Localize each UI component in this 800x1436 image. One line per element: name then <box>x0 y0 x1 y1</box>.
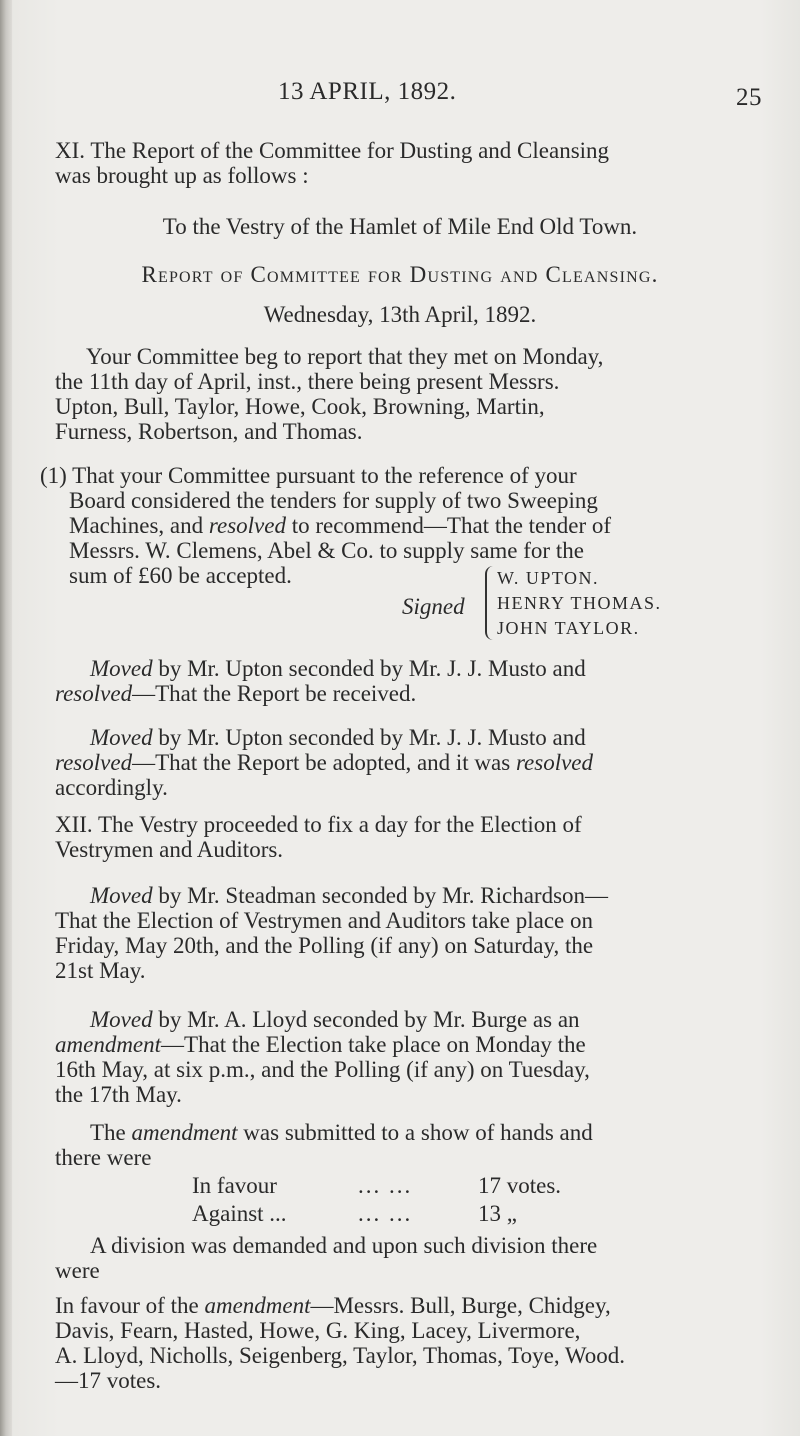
motion3-line3: Friday, May 20th, and the Polling (if any) on Saturday, the <box>55 933 594 958</box>
intro-line3: Upton, Bull, Taylor, Howe, Cook, Browning, Martin, <box>55 394 545 419</box>
motion1-line2: resolved—That the Report be received. <box>55 681 417 706</box>
motion4-line3: 16th May, at six p.m., and the Polling (if any) on Tuesday, <box>55 1057 590 1082</box>
addressee: To the Vestry of the Hamlet of Mile End Old Town. <box>162 214 638 239</box>
vote-favour-label: In favour <box>192 1173 277 1198</box>
show-of-hands-line1: The amendment was submitted to a show of hands and <box>90 1120 593 1145</box>
section-xi-line1: XI. The Report of the Committee for Dusting and Cleansing <box>55 138 610 163</box>
motion4-line2: amendment—That the Election take place on Monday the <box>55 1032 586 1057</box>
in-favour-line4: —17 votes. <box>55 1368 162 1393</box>
item1-line1: (1) That your Committee pursuant to the reference of your <box>40 463 577 488</box>
intro-line4: Furness, Robertson, and Thomas. <box>55 419 363 444</box>
signature-brace <box>485 566 497 640</box>
motion1-line1: Moved by Mr. Upton seconded by Mr. J. J. Musto and <box>90 656 586 681</box>
vote-against-value: 13 „ <box>478 1201 517 1226</box>
item1-line2: Board considered the tenders for supply of two Sweeping <box>69 488 598 513</box>
page-title: 13 APRIL, 1892. <box>278 78 457 105</box>
motion4-line1: Moved by Mr. A. Lloyd seconded by Mr. Burge as an <box>90 1007 580 1032</box>
signatory-name: HENRY THOMAS. <box>497 593 662 613</box>
division-line2: were <box>55 1258 100 1283</box>
motion2-line2: resolved—That the Report be adopted, and it was resolved <box>55 750 594 775</box>
in-favour-line2: Davis, Fearn, Hasted, Howe, G. King, Lacey, Livermore, <box>55 1318 581 1343</box>
in-favour-line3: A. Lloyd, Nicholls, Seigenberg, Taylor, Thomas, Toye, Wood. <box>55 1343 626 1368</box>
motion4-line4: the 17th May. <box>55 1082 182 1107</box>
item1-line3: Machines, and resolved to recommend—That the tender of <box>69 513 612 538</box>
signed-label: Signed <box>402 594 465 619</box>
vote-favour-dots: ... ... <box>358 1173 413 1198</box>
section-xi-line2: was brought up as follows : <box>55 163 309 188</box>
intro-line2: the 11th day of April, inst., there being present Messrs. <box>55 369 560 394</box>
motion3-line2: That the Election of Vestrymen and Auditors take place on <box>55 908 594 933</box>
vote-favour-value: 17 votes. <box>478 1173 562 1198</box>
section-xii-line2: Vestrymen and Auditors. <box>55 837 284 862</box>
vote-against-label: Against ... <box>192 1201 287 1226</box>
motion3-line1: Moved by Mr. Steadman seconded by Mr. Richardson— <box>90 883 609 908</box>
signatories <box>497 566 662 641</box>
division-line1: A division was demanded and upon such division there <box>90 1233 598 1258</box>
motion2-line3: accordingly. <box>55 775 168 800</box>
section-xii-line1: XII. The Vestry proceeded to fix a day for the Election of <box>55 812 582 837</box>
item1-line5: sum of £60 be accepted. <box>69 563 292 588</box>
motion3-line4: 21st May. <box>55 958 146 983</box>
intro-line1: Your Committee beg to report that they met on Monday, <box>86 344 604 369</box>
page-number: 25 <box>736 84 762 111</box>
item1-line4: Messrs. W. Clemens, Abel & Co. to supply same for the <box>69 538 584 563</box>
motion2-line1: Moved by Mr. Upton seconded by Mr. J. J. Musto and <box>90 725 586 750</box>
report-date: Wednesday, 13th April, 1892. <box>263 302 537 327</box>
signatory-name: W. UPTON. <box>497 568 600 588</box>
in-favour-line1: In favour of the amendment—Messrs. Bull, Burge, Chidgey, <box>55 1293 611 1318</box>
report-title: Report of Committee for Dusting and Cleansing. <box>141 262 659 287</box>
vote-against-dots: ... ... <box>358 1201 413 1226</box>
show-of-hands-line2: there were <box>55 1145 152 1170</box>
signatory-name: JOHN TAYLOR. <box>497 618 640 638</box>
